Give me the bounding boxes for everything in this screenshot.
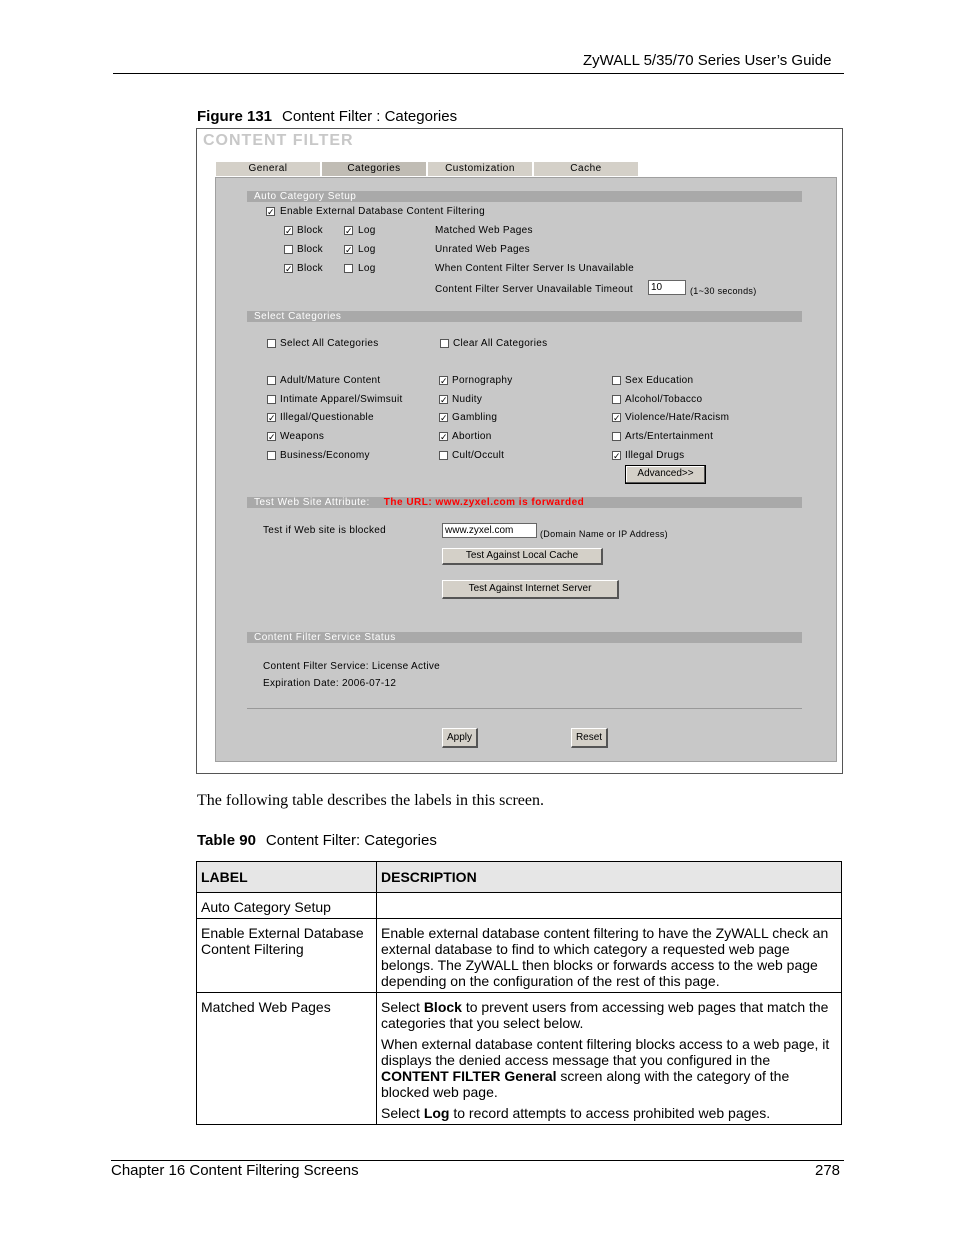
row-label: Enable External Database Content Filtering: [197, 919, 377, 993]
category-checkbox[interactable]: [439, 451, 448, 460]
block-label: Block: [297, 263, 323, 274]
row-description: [377, 893, 842, 919]
bold-term: CONTENT FILTER General: [381, 1068, 557, 1084]
block-label: Block: [297, 225, 323, 236]
category-checkbox[interactable]: [267, 451, 276, 460]
footer-page-number: 278: [815, 1162, 841, 1179]
block-unrated-checkbox[interactable]: [284, 245, 293, 254]
test-internet-server-button[interactable]: Test Against Internet Server: [442, 580, 619, 599]
table-row: [197, 919, 842, 993]
category-checkbox[interactable]: [612, 376, 621, 385]
category-label: Alcohol/Tobacco: [625, 394, 703, 405]
advanced-button[interactable]: Advanced>>: [625, 465, 706, 484]
block-matched-checkbox[interactable]: ✓: [285, 226, 293, 236]
tab-cache[interactable]: Cache: [534, 162, 638, 176]
description-column-header: DESCRIPTION: [377, 862, 842, 893]
category-checkbox[interactable]: ✓: [613, 413, 621, 423]
table-label: Table 90: [197, 832, 256, 849]
table-title: Content Filter: Categories: [265, 832, 437, 849]
text-run: to prevent users from accessing web pages that match the categories that you select below.: [381, 999, 829, 1031]
category-label: Gambling: [452, 412, 498, 423]
figure-title: Content Filter : Categories: [282, 108, 458, 125]
category-checkbox[interactable]: [612, 432, 621, 441]
text-run: screen along with the category of the blocked web page.: [381, 1068, 790, 1100]
text-run: to record attempts to access prohibited web pages.: [449, 1105, 771, 1121]
log-unrated-checkbox[interactable]: ✓: [345, 245, 353, 255]
label-column-header: LABEL: [197, 862, 377, 893]
category-label: Abortion: [452, 431, 492, 442]
category-label: Weapons: [280, 431, 325, 442]
figure-label: Figure 131: [197, 108, 273, 125]
guide-title: ZyWALL 5/35/70 Series User’s Guide: [583, 52, 832, 69]
table-caption: [197, 832, 437, 849]
row-description: Enable external database content filtering to have the ZyWALL check an external database to find to which category a requested web page belongs. The ZyWALL then blocks or forwards access to the web page depending on the configuration of the rest of this page.: [377, 919, 842, 993]
section-auto-category: Auto Category Setup: [247, 191, 802, 202]
enable-external-db-checkbox[interactable]: ✓: [267, 207, 275, 217]
log-matched-checkbox[interactable]: ✓: [345, 226, 353, 236]
block-unavailable-checkbox[interactable]: ✓: [285, 264, 293, 274]
unrated-pages-label: Unrated Web Pages: [435, 244, 530, 255]
category-label: Arts/Entertainment: [625, 431, 714, 442]
category-label: Cult/Occult: [452, 450, 505, 461]
category-checkbox[interactable]: ✓: [440, 376, 448, 386]
test-site-label: Test if Web site is blocked: [263, 525, 386, 536]
block-label: Block: [297, 244, 323, 255]
category-label: Business/Economy: [280, 450, 370, 461]
intro-paragraph: The following table describes the labels in this screen.: [197, 792, 545, 809]
test-local-cache-button[interactable]: Test Against Local Cache: [442, 548, 603, 565]
bold-term: Block: [423, 999, 462, 1015]
category-checkbox[interactable]: [267, 376, 276, 385]
category-label: Sex Education: [625, 375, 694, 386]
text-run: Select: [381, 1105, 424, 1121]
clear-all-label: Clear All Categories: [453, 338, 548, 349]
section-test-web-site: [247, 497, 802, 508]
footer-chapter: Chapter 16 Content Filtering Screens: [111, 1162, 359, 1179]
category-checkbox[interactable]: ✓: [613, 451, 621, 461]
header-rule: [113, 73, 844, 74]
category-checkbox[interactable]: ✓: [440, 395, 448, 405]
test-url-input[interactable]: www.zyxel.com: [442, 523, 537, 538]
test-url-hint: (Domain Name or IP Address): [540, 529, 668, 539]
tab-customization[interactable]: Customization: [428, 162, 532, 176]
description-paragraph: [381, 999, 837, 1031]
category-checkbox[interactable]: ✓: [440, 413, 448, 423]
select-all-checkbox[interactable]: [267, 339, 276, 348]
timeout-input[interactable]: 10: [648, 280, 686, 295]
figure-caption: [197, 108, 457, 125]
select-all-label: Select All Categories: [280, 338, 379, 349]
category-label: Violence/Hate/Racism: [625, 412, 730, 423]
category-label: Illegal/Questionable: [280, 412, 374, 423]
table-row: [197, 993, 842, 1125]
table-header-row: [197, 862, 842, 893]
row-label: Matched Web Pages: [197, 993, 377, 1125]
description-paragraph: [381, 1036, 837, 1100]
description-paragraph: [381, 1105, 837, 1121]
log-label: Log: [358, 244, 376, 255]
footer-rule: [111, 1160, 844, 1161]
category-label: Illegal Drugs: [625, 450, 685, 461]
log-label: Log: [358, 263, 376, 274]
timeout-label: Content Filter Server Unavailable Timeout: [435, 284, 633, 295]
tab-categories[interactable]: Categories: [322, 162, 426, 176]
text-run: Select: [381, 999, 424, 1015]
server-unavailable-label: When Content Filter Server Is Unavailable: [435, 263, 635, 274]
clear-all-checkbox[interactable]: [440, 339, 449, 348]
row-description: [377, 993, 842, 1125]
text-run: When external database content filtering blocks access to a web page, it displays the denied access message that you configured in the: [381, 1036, 830, 1068]
timeout-hint: (1~30 seconds): [690, 286, 757, 296]
log-label: Log: [358, 225, 376, 236]
category-label: Adult/Mature Content: [280, 375, 381, 386]
category-checkbox[interactable]: ✓: [268, 413, 276, 423]
bold-term: Log: [423, 1105, 450, 1121]
service-status-text: Content Filter Service: License Active: [263, 661, 441, 672]
apply-button[interactable]: Apply: [442, 728, 478, 748]
section-service-status: Content Filter Service Status: [247, 632, 802, 643]
enable-external-db-label: Enable External Database Content Filtering: [280, 206, 485, 217]
row-label: Auto Category Setup: [197, 893, 377, 919]
category-label: Intimate Apparel/Swimsuit: [280, 394, 403, 405]
matched-pages-label: Matched Web Pages: [435, 225, 533, 236]
tab-general[interactable]: General: [216, 162, 320, 176]
category-checkbox[interactable]: ✓: [440, 432, 448, 442]
category-checkbox[interactable]: [612, 395, 621, 404]
test-heading: Test Web Site Attribute:: [254, 497, 370, 508]
category-label: Nudity: [452, 394, 483, 405]
category-checkbox[interactable]: ✓: [268, 432, 276, 442]
log-unavailable-checkbox[interactable]: [344, 264, 353, 273]
reset-button[interactable]: Reset: [571, 728, 608, 748]
section-select-categories: Select Categories: [247, 311, 802, 322]
divider: [247, 708, 802, 709]
test-result: The URL: www.zyxel.com is forwarded: [383, 497, 585, 508]
table-row: [197, 893, 842, 919]
screen-title: CONTENT FILTER: [203, 132, 354, 149]
expiration-date-text: Expiration Date: 2006-07-12: [263, 678, 397, 689]
category-checkbox[interactable]: [267, 395, 276, 404]
description-table: [196, 861, 842, 1125]
category-label: Pornography: [452, 375, 513, 386]
